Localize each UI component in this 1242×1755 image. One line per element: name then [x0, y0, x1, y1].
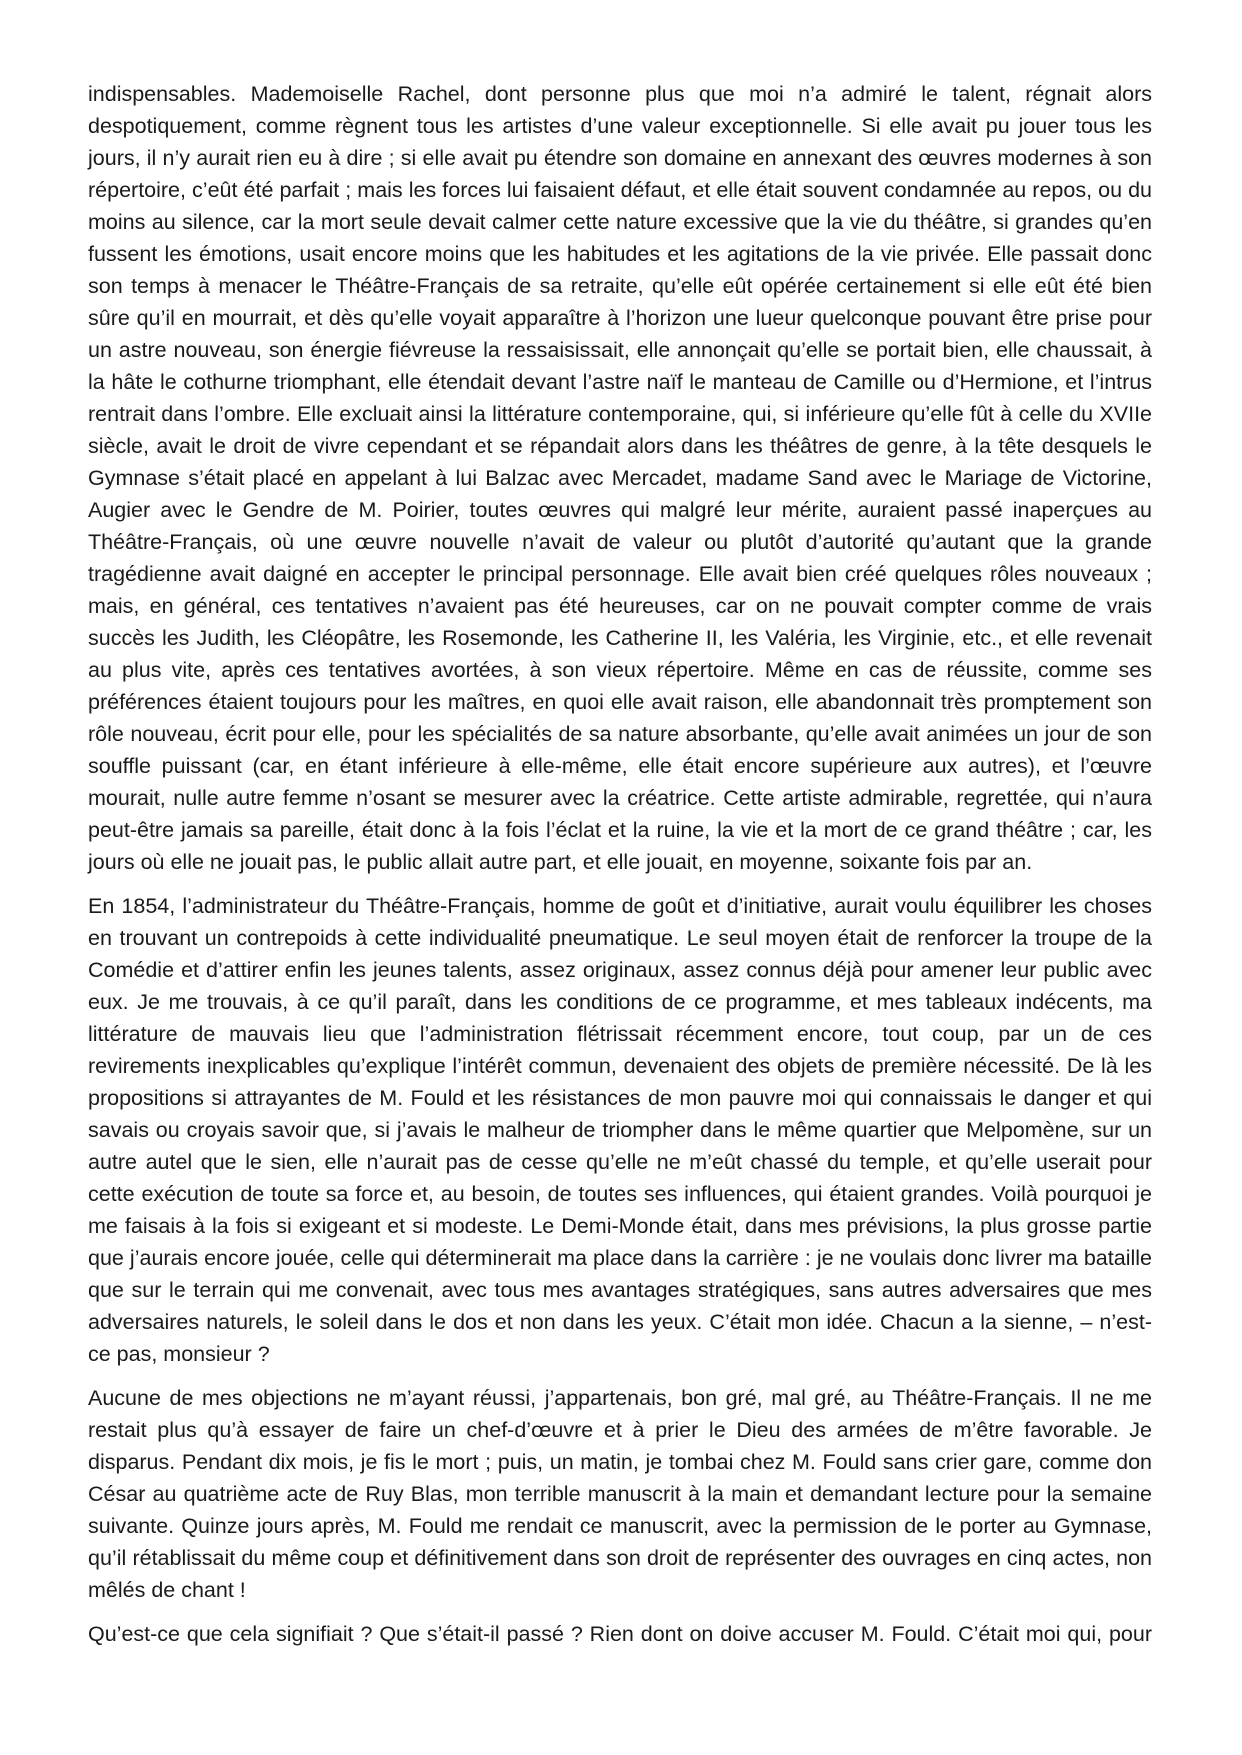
- paragraph-objections: Aucune de mes objections ne m’ayant réussi, j’appartenais, bon gré, mal gré, au Théâtre-Français. Il ne me restait plus qu’à essayer de faire un chef-d’œuvre et à prier le Dieu des armées de m’être favorable. Je disparus. Pendant dix mois, je fis le mort ; puis, un matin, je tombai chez M. Fould sans crier gare, comme don César au quatrième acte de Ruy Blas, mon terrible manuscrit à la main et demandant lecture pour la semaine suivante. Quinze jours après, M. Fould me rendait ce manuscrit, avec la permission de le porter au Gymnase, qu’il rétablissait du même coup et définitivement dans son droit de représenter des ouvrages en cinq actes, non mêlés de chant !: [88, 1386, 1152, 1602]
- paragraph-rachel: indispensables. Mademoiselle Rachel, dont personne plus que moi n’a admiré le talent, régnait alors despotiquement, comme règnent tous les artistes d’une valeur exceptionnelle. Si elle avait pu jouer tous les jours, il n’y aurait rien eu à dire ; si elle avait pu étendre son domaine en annexant des œuvres modernes à son répertoire, c’eût été parfait ; mais les forces lui faisaient défaut, et elle était souvent condamnée au repos, ou du moins au silence, car la mort seule devait calmer cette nature excessive que la vie du théâtre, si grandes qu’en fussent les émotions, usait encore moins que les habitudes et les agitations de la vie privée. Elle passait donc son temps à menacer le Théâtre-Français de sa retraite, qu’elle eût opérée certainement si elle eût été bien sûre qu’il en mourrait, et dès qu’elle voyait apparaître à l’horizon une lueur quelconque pouvant être prise pour un astre nouveau, son énergie fiévreuse la ressaisissait, elle annonçait qu’elle se portait bien, elle chaussait, à la hâte le cothurne triomphant, elle étendait devant l’astre naïf le manteau de Camille ou d’Hermione, et l’intrus rentrait dans l’ombre. Elle excluait ainsi la littérature contemporaine, qui, si inférieure qu’elle fût à celle du XVIIe siècle, avait le droit de vivre cependant et se répandait alors dans les théâtres de genre, à la tête desquels le Gymnase s’était placé en appelant à lui Balzac avec Mercadet, madame Sand avec le Mariage de Victorine, Augier avec le Gendre de M. Poirier, toutes œuvres qui malgré leur mérite, auraient passé inaperçues au Théâtre-Français, où une œuvre nouvelle n’avait de valeur ou plutôt d’autorité qu’autant que la grande tragédienne avait daigné en accepter le principal personnage. Elle avait bien créé quelques rôles nouveaux ; mais, en général, ces tentatives n’avaient pas été heureuses, car on ne pouvait compter comme de vrais succès les Judith, les Cléopâtre, les Rosemonde, les Catherine II, les Valéria, les Virginie, etc., et elle revenait au plus vite, après ces tentatives avortées, à son vieux répertoire. Même en cas de réussite, comme ses préférences étaient toujours pour les maîtres, en quoi elle avait raison, elle abandonnait très promptement son rôle nouveau, écrit pour elle, pour les spécialités de sa nature absorbante, qu’elle avait animées un jour de son souffle puissant (car, en étant inférieure à elle-même, elle était encore supérieure aux autres), et l’œuvre mourait, nulle autre femme n’osant se mesurer avec la créatrice. Cette artiste admirable, regrettée, qui n’aura peut-être jamais sa pareille, était donc à la fois l’éclat et la ruine, la vie et la mort de ce grand théâtre ; car, les jours où elle ne jouait pas, le public allait autre part, et elle jouait, en moyenne, soixante fois par an.: [88, 82, 1152, 874]
- paragraph-1854: En 1854, l’administrateur du Théâtre-Français, homme de goût et d’initiative, aurait voulu équilibrer les choses en trouvant un contrepoids à cette individualité pneumatique. Le seul moyen était de renforcer la troupe de la Comédie et d’attirer enfin les jeunes talents, assez originaux, assez connus déjà pour amener leur public avec eux. Je me trouvais, à ce qu’il paraît, dans les conditions de ce programme, et mes tableaux indécents, ma littérature de mauvais lieu que l’administration flétrissait récemment encore, tout coup, par un de ces revirements inexplicables qu’explique l’intérêt commun, devenaient des objets de première nécessité. De là les propositions si attrayantes de M. Fould et les résistances de mon pauvre moi qui connaissais le danger et qui savais ou croyais savoir que, si j’avais le malheur de triompher dans le même quartier que Melpomène, sur un autre autel que le sien, elle n’aurait pas de cesse qu’elle ne m’eût chassé du temple, et qu’elle userait pour cette exécution de toute sa force et, au besoin, de toutes ses influences, qui étaient grandes. Voilà pourquoi je me faisais à la fois si exigeant et si modeste. Le Demi-Monde était, dans mes prévisions, la plus grosse partie que j’aurais encore jouée, celle qui déterminerait ma place dans la carrière : je ne voulais donc livrer ma bataille que sur le terrain qui me convenait, avec tous mes avantages stratégiques, sans autres adversaires que mes adversaires naturels, le soleil dans le dos et non dans les yeux. C’était mon idée. Chacun a la sienne, – n’est-ce pas, monsieur ?: [88, 894, 1152, 1366]
- paragraph-question: Qu’est-ce que cela signifiait ? Que s’était-il passé ? Rien dont on doive accuser M. Fould. C’était moi qui, pour: [88, 1622, 1152, 1646]
- document-page: [88, 78, 1152, 1662]
